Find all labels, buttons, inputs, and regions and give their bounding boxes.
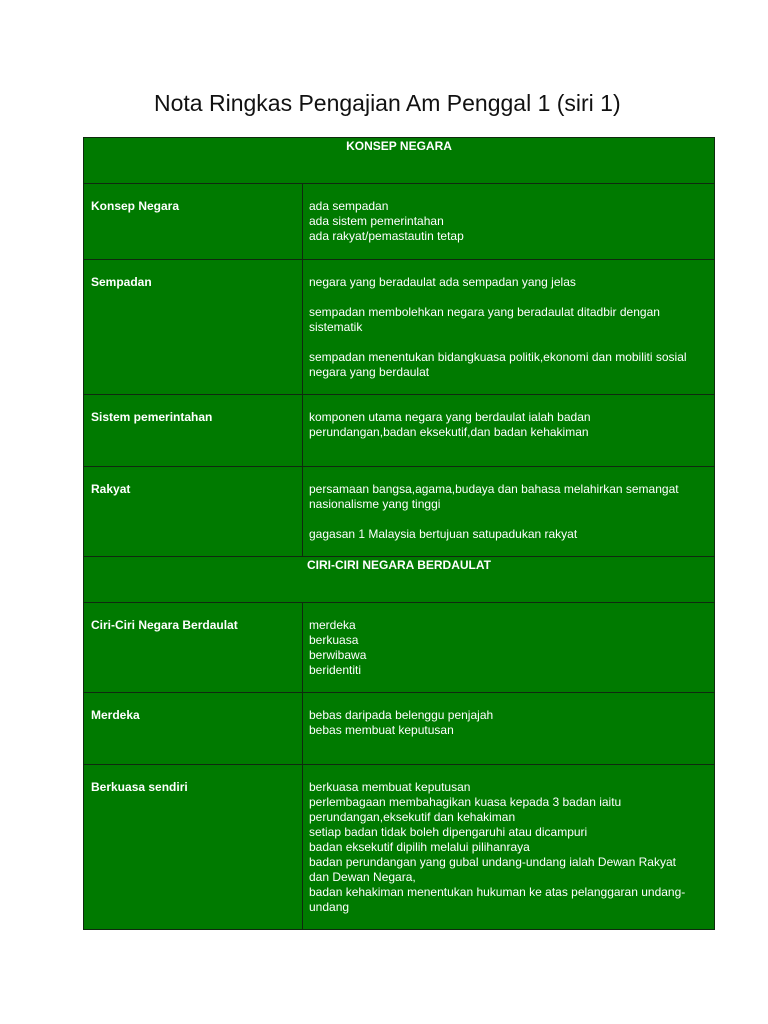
row-content	[303, 260, 715, 395]
content-paragraph	[309, 350, 708, 380]
row-label: Ciri-Ciri Negara Berdaulat	[84, 603, 303, 693]
table-row	[84, 184, 715, 260]
table-row	[84, 603, 715, 693]
table-row	[84, 693, 715, 765]
section-heading: KONSEP NEGARA	[84, 138, 715, 184]
table-row	[84, 765, 715, 930]
content-line: setiap badan tidak boleh dipengaruhi atau dicampuri	[309, 825, 588, 839]
row-content	[303, 765, 715, 930]
content-line: komponen utama negara yang berdaulat ialah badan	[309, 410, 591, 424]
content-paragraph	[309, 199, 708, 244]
content-line: perlembagaan membahagikan kuasa kepada 3 badan iaitu	[309, 795, 622, 809]
content-paragraph	[309, 482, 708, 512]
content-paragraph	[309, 527, 708, 542]
content-line: bebas membuat keputusan	[309, 723, 454, 737]
row-content	[303, 395, 715, 467]
content-line: beridentiti	[309, 663, 362, 677]
content-line: merdeka	[309, 618, 356, 632]
section-header-row	[84, 557, 715, 603]
content-line: sempadan menentukan bidangkuasa politik,ekonomi dan mobiliti sosial	[309, 350, 687, 364]
content-line: badan eksekutif dipilih melalui pilihanraya	[309, 840, 530, 854]
row-label: Berkuasa sendiri	[84, 765, 303, 930]
content-line: gagasan 1 Malaysia bertujuan satupadukan rakyat	[309, 527, 578, 541]
document-title: Nota Ringkas Pengajian Am Penggal 1 (siri 1)	[154, 90, 621, 116]
content-paragraph	[309, 410, 708, 440]
content-line: berwibawa	[309, 648, 367, 662]
content-line: perundangan,eksekutif dan kehakiman	[309, 810, 516, 824]
content-line: berkuasa membuat keputusan	[309, 780, 471, 794]
content-paragraph	[309, 305, 708, 335]
content-line: perundangan,badan eksekutif,dan badan kehakiman	[309, 425, 589, 439]
content-paragraph	[309, 780, 708, 915]
content-paragraph	[309, 618, 708, 678]
row-content	[303, 467, 715, 557]
row-content	[303, 184, 715, 260]
table-row	[84, 260, 715, 395]
content-line: dan Dewan Negara,	[309, 870, 416, 884]
content-line: nasionalisme yang tinggi	[309, 497, 441, 511]
notes-table-body	[84, 138, 715, 930]
content-paragraph	[309, 708, 708, 738]
row-label: Konsep Negara	[84, 184, 303, 260]
row-content	[303, 693, 715, 765]
section-heading: CIRI-CIRI NEGARA BERDAULAT	[84, 557, 715, 603]
row-label: Rakyat	[84, 467, 303, 557]
row-content	[303, 603, 715, 693]
content-line: sistematik	[309, 320, 363, 334]
content-line: badan kehakiman menentukan hukuman ke atas pelanggaran undang-	[309, 885, 686, 899]
section-header-row	[84, 138, 715, 184]
content-line: negara yang berdaulat	[309, 365, 430, 379]
notes-table	[83, 137, 715, 930]
content-line: persamaan bangsa,agama,budaya dan bahasa melahirkan semangat	[309, 482, 679, 496]
content-paragraph	[309, 275, 708, 290]
content-line: ada sistem pemerintahan	[309, 214, 444, 228]
content-line: bebas daripada belenggu penjajah	[309, 708, 494, 722]
content-line: undang	[309, 900, 350, 914]
content-line: sempadan membolehkan negara yang beradaulat ditadbir dengan	[309, 305, 660, 319]
content-line: berkuasa	[309, 633, 359, 647]
row-label: Merdeka	[84, 693, 303, 765]
table-row	[84, 395, 715, 467]
row-label: Sempadan	[84, 260, 303, 395]
content-line: badan perundangan yang gubal undang-undang ialah Dewan Rakyat	[309, 855, 676, 869]
content-line: ada rakyat/pemastautin tetap	[309, 229, 464, 243]
content-line: negara yang beradaulat ada sempadan yang jelas	[309, 275, 576, 289]
content-line: ada sempadan	[309, 199, 389, 213]
table-row	[84, 467, 715, 557]
row-label: Sistem pemerintahan	[84, 395, 303, 467]
